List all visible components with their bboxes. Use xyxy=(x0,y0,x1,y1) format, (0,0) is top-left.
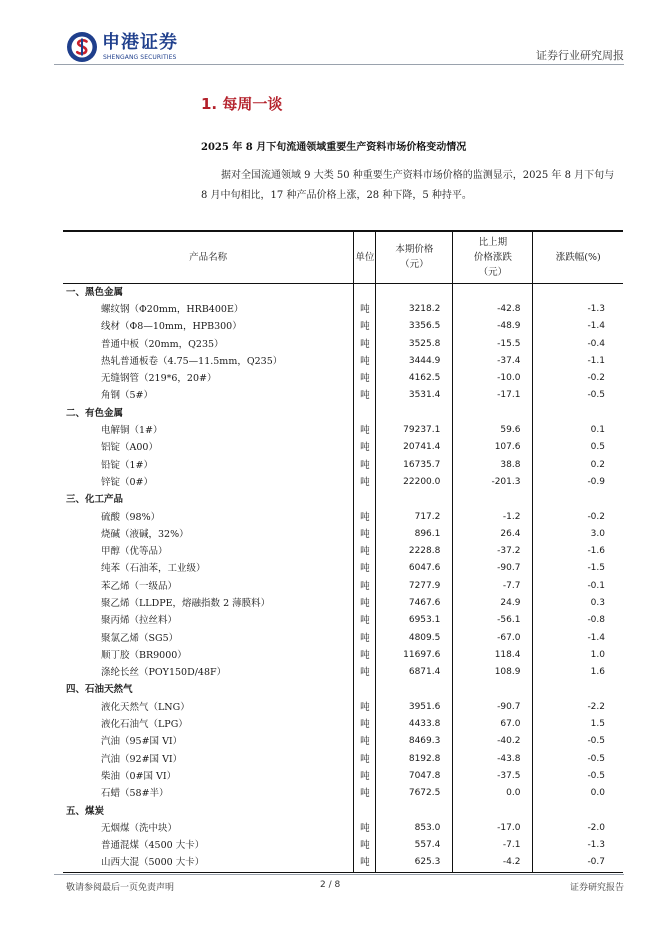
price-cell: 79237.1 xyxy=(376,422,453,439)
header-change-pct: 涨跌幅(%) xyxy=(533,231,623,283)
price-cell: 3531.4 xyxy=(376,387,453,404)
unit-cell: 吨 xyxy=(354,422,376,439)
header-price-change-l1: 比上期 xyxy=(478,236,508,248)
unit-cell: 吨 xyxy=(354,629,376,646)
change-cell: -201.3 xyxy=(453,474,533,491)
unit-cell: 吨 xyxy=(354,854,376,872)
unit-cell: 吨 xyxy=(354,820,376,837)
pct-cell: -0.5 xyxy=(533,751,623,768)
price-cell: 7672.5 xyxy=(376,785,453,802)
price-cell: 3525.8 xyxy=(376,335,453,352)
product-name: 涤纶长丝（POY150D/48F） xyxy=(101,667,227,679)
product-name: 柴油（0#国 VI） xyxy=(101,770,177,782)
pct-cell: -1.3 xyxy=(533,301,623,318)
product-name: 螺纹钢（Φ20mm，HRB400E） xyxy=(101,303,244,315)
pct-cell: -0.4 xyxy=(533,335,623,352)
empty-cell xyxy=(533,681,623,698)
pct-cell: -1.4 xyxy=(533,629,623,646)
pct-cell: -0.2 xyxy=(533,370,623,387)
price-cell: 7467.6 xyxy=(376,595,453,612)
price-cell: 8192.8 xyxy=(376,751,453,768)
change-cell: -42.8 xyxy=(453,301,533,318)
header-current-price-l1: 本期价格 xyxy=(395,244,434,256)
unit-cell: 吨 xyxy=(354,768,376,785)
pct-cell: -0.5 xyxy=(533,733,623,750)
unit-cell: 吨 xyxy=(354,699,376,716)
change-cell: -37.2 xyxy=(453,543,533,560)
category-name: 一、黑色金属 xyxy=(66,286,124,298)
pct-cell: -1.6 xyxy=(533,543,623,560)
change-cell: -10.0 xyxy=(453,370,533,387)
footer-report-label: 证券研究报告 xyxy=(569,883,624,893)
price-cell: 22200.0 xyxy=(376,474,453,491)
price-cell: 3951.6 xyxy=(376,699,453,716)
empty-cell xyxy=(376,405,453,422)
change-cell: -17.1 xyxy=(453,387,533,404)
price-cell: 853.0 xyxy=(376,820,453,837)
change-cell: -37.5 xyxy=(453,768,533,785)
pct-cell: -1.4 xyxy=(533,318,623,335)
unit-cell: 吨 xyxy=(354,526,376,543)
empty-cell xyxy=(533,283,623,301)
pct-cell: -0.2 xyxy=(533,508,623,525)
table-row xyxy=(63,612,623,629)
unit-cell: 吨 xyxy=(354,508,376,525)
pct-cell: 1.6 xyxy=(533,664,623,681)
table-row xyxy=(63,387,623,404)
change-cell: -90.7 xyxy=(453,699,533,716)
unit-cell: 吨 xyxy=(354,647,376,664)
price-table-header xyxy=(63,231,623,283)
table-row xyxy=(63,439,623,456)
price-cell: 20741.4 xyxy=(376,439,453,456)
pct-cell: -1.3 xyxy=(533,837,623,854)
unit-cell: 吨 xyxy=(354,837,376,854)
table-row xyxy=(63,474,623,491)
category-row xyxy=(63,802,623,819)
header-price-change xyxy=(453,231,533,283)
unit-cell: 吨 xyxy=(354,387,376,404)
table-row xyxy=(63,595,623,612)
empty-cell xyxy=(453,802,533,819)
price-cell: 3218.2 xyxy=(376,301,453,318)
report-type: 证券行业研究周报 xyxy=(536,49,624,62)
price-cell: 6047.6 xyxy=(376,560,453,577)
price-table xyxy=(63,230,623,873)
category-name: 五、煤炭 xyxy=(66,805,105,817)
table-row xyxy=(63,456,623,473)
change-cell: -56.1 xyxy=(453,612,533,629)
table-row xyxy=(63,751,623,768)
header-divider xyxy=(54,64,624,65)
product-name: 聚氯乙烯（SG5） xyxy=(101,632,179,644)
product-name: 汽油（92#国 VI） xyxy=(101,753,183,765)
change-cell: 107.6 xyxy=(453,439,533,456)
change-cell: -1.2 xyxy=(453,508,533,525)
price-cell: 896.1 xyxy=(376,526,453,543)
pct-cell: 1.0 xyxy=(533,647,623,664)
table-caption: 2025 年 8 月下旬流通领域重要生产资料市场价格变动情况 xyxy=(201,142,467,153)
price-cell: 3356.5 xyxy=(376,318,453,335)
unit-cell: 吨 xyxy=(354,456,376,473)
unit-cell: 吨 xyxy=(354,370,376,387)
empty-cell xyxy=(376,283,453,301)
category-row xyxy=(63,405,623,422)
change-cell: -48.9 xyxy=(453,318,533,335)
unit-cell: 吨 xyxy=(354,439,376,456)
change-cell: 38.8 xyxy=(453,456,533,473)
change-cell: -7.1 xyxy=(453,837,533,854)
shengang-logo-icon xyxy=(66,31,98,63)
unit-cell: 吨 xyxy=(354,664,376,681)
table-row xyxy=(63,854,623,872)
empty-cell xyxy=(533,405,623,422)
product-name: 线材（Φ8—10mm，HPB300） xyxy=(101,321,242,333)
product-name: 聚乙烯（LLDPE，熔融指数 2 薄膜料） xyxy=(101,597,271,609)
price-cell: 3444.9 xyxy=(376,353,453,370)
empty-cell xyxy=(376,491,453,508)
unit-cell: 吨 xyxy=(354,318,376,335)
pct-cell: -1.1 xyxy=(533,353,623,370)
header-unit: 单位 xyxy=(354,231,376,283)
product-name: 甲醇（优等品） xyxy=(101,546,168,558)
empty-cell xyxy=(354,283,376,301)
change-cell: -15.5 xyxy=(453,335,533,352)
footer-disclaimer: 敬请参阅最后一页免责声明 xyxy=(66,883,175,893)
product-name: 汽油（95#国 VI） xyxy=(101,736,183,748)
change-cell: -37.4 xyxy=(453,353,533,370)
pct-cell: 0.0 xyxy=(533,785,623,802)
price-cell: 2228.8 xyxy=(376,543,453,560)
product-name: 苯乙烯（一级品） xyxy=(101,580,178,592)
change-cell: -90.7 xyxy=(453,560,533,577)
change-cell: 26.4 xyxy=(453,526,533,543)
change-cell: 59.6 xyxy=(453,422,533,439)
unit-cell: 吨 xyxy=(354,595,376,612)
page-header xyxy=(0,0,662,66)
empty-cell xyxy=(533,491,623,508)
category-name: 三、化工产品 xyxy=(66,494,124,506)
table-row xyxy=(63,508,623,525)
table-row xyxy=(63,543,623,560)
category-row xyxy=(63,681,623,698)
pct-cell: -0.5 xyxy=(533,768,623,785)
product-name: 锌锭（0#） xyxy=(101,476,154,488)
empty-cell xyxy=(453,491,533,508)
pct-cell: 0.3 xyxy=(533,595,623,612)
empty-cell xyxy=(453,283,533,301)
product-name: 石蜡（58#半） xyxy=(101,788,169,800)
product-name: 顺丁胶（BR9000） xyxy=(101,649,187,661)
unit-cell: 吨 xyxy=(354,578,376,595)
unit-cell: 吨 xyxy=(354,301,376,318)
change-cell: 24.9 xyxy=(453,595,533,612)
product-name: 无缝钢管（219*6，20#） xyxy=(101,373,217,385)
unit-cell: 吨 xyxy=(354,353,376,370)
product-name: 热轧普通板卷（4.75—11.5mm，Q235） xyxy=(101,355,283,367)
price-cell: 8469.3 xyxy=(376,733,453,750)
table-row xyxy=(63,422,623,439)
empty-cell xyxy=(376,802,453,819)
unit-cell: 吨 xyxy=(354,751,376,768)
product-name: 铝锭（A00） xyxy=(101,442,158,454)
price-table-body xyxy=(63,283,623,872)
empty-cell xyxy=(376,681,453,698)
table-row xyxy=(63,647,623,664)
table-row xyxy=(63,820,623,837)
product-name: 液化石油气（LPG） xyxy=(101,719,188,731)
product-name: 烧碱（液碱，32%） xyxy=(101,528,189,540)
unit-cell: 吨 xyxy=(354,335,376,352)
product-name: 普通混煤（4500 大卡） xyxy=(101,840,205,852)
brand-name-cn: 申港证券 xyxy=(102,32,178,53)
table-row xyxy=(63,629,623,646)
change-cell: -17.0 xyxy=(453,820,533,837)
price-cell: 6953.1 xyxy=(376,612,453,629)
change-cell: 118.4 xyxy=(453,647,533,664)
empty-cell xyxy=(354,405,376,422)
pct-cell: -0.9 xyxy=(533,474,623,491)
brand-logo xyxy=(66,31,186,65)
change-cell: -40.2 xyxy=(453,733,533,750)
table-row xyxy=(63,785,623,802)
empty-cell xyxy=(533,802,623,819)
price-cell: 6871.4 xyxy=(376,664,453,681)
price-cell: 11697.6 xyxy=(376,647,453,664)
pct-cell: 0.2 xyxy=(533,456,623,473)
price-cell: 4162.5 xyxy=(376,370,453,387)
product-name: 普通中板（20mm，Q235） xyxy=(101,338,224,350)
pct-cell: -0.1 xyxy=(533,578,623,595)
unit-cell: 吨 xyxy=(354,543,376,560)
empty-cell xyxy=(354,802,376,819)
category-name: 四、石油天然气 xyxy=(66,684,133,696)
table-row xyxy=(63,370,623,387)
unit-cell: 吨 xyxy=(354,474,376,491)
pct-cell: 0.1 xyxy=(533,422,623,439)
change-cell: -4.2 xyxy=(453,854,533,872)
pct-cell: -0.7 xyxy=(533,854,623,872)
change-cell: -7.7 xyxy=(453,578,533,595)
category-row xyxy=(63,283,623,301)
header-current-price xyxy=(376,231,453,283)
table-row xyxy=(63,837,623,854)
unit-cell: 吨 xyxy=(354,716,376,733)
change-cell: 0.0 xyxy=(453,785,533,802)
table-row xyxy=(63,716,623,733)
empty-cell xyxy=(354,491,376,508)
pct-cell: -2.0 xyxy=(533,820,623,837)
pct-cell: 3.0 xyxy=(533,526,623,543)
section-title: 1. 每周一谈 xyxy=(201,95,283,113)
price-cell: 16735.7 xyxy=(376,456,453,473)
unit-cell: 吨 xyxy=(354,560,376,577)
header-price-change-l2: 价格涨跌 xyxy=(473,251,512,263)
table-row xyxy=(63,699,623,716)
pct-cell: 0.5 xyxy=(533,439,623,456)
price-cell: 625.3 xyxy=(376,854,453,872)
table-row xyxy=(63,578,623,595)
pct-cell: -0.8 xyxy=(533,612,623,629)
price-cell: 7277.9 xyxy=(376,578,453,595)
table-row xyxy=(63,560,623,577)
category-row xyxy=(63,491,623,508)
table-row xyxy=(63,733,623,750)
brand-name-en: SHENGANG SECURITIES xyxy=(103,54,177,61)
product-name: 硫酸（98%） xyxy=(101,511,161,523)
pct-cell: 1.5 xyxy=(533,716,623,733)
product-name: 无烟煤（洗中块） xyxy=(101,822,178,834)
price-cell: 7047.8 xyxy=(376,768,453,785)
table-row xyxy=(63,768,623,785)
table-row xyxy=(63,664,623,681)
intro-paragraph: 据对全国流通领域 9 大类 50 种重要生产资料市场价格的监测显示，2025 年 8 月下旬与 8 月中旬相比，17 种产品价格上涨，28 种下降，5 种持平。 xyxy=(201,170,615,201)
price-cell: 4809.5 xyxy=(376,629,453,646)
footer-divider xyxy=(54,874,624,875)
pct-cell: -0.5 xyxy=(533,387,623,404)
product-name: 液化天然气（LNG） xyxy=(101,701,190,713)
pct-cell: -2.2 xyxy=(533,699,623,716)
product-name: 铅锭（1#） xyxy=(101,459,154,471)
product-name: 聚丙烯（拉丝料） xyxy=(101,615,178,627)
change-cell: -43.8 xyxy=(453,751,533,768)
unit-cell: 吨 xyxy=(354,733,376,750)
header-product-name: 产品名称 xyxy=(63,231,354,283)
empty-cell xyxy=(453,681,533,698)
header-price-change-l3: （元） xyxy=(478,266,508,278)
change-cell: -67.0 xyxy=(453,629,533,646)
table-row xyxy=(63,318,623,335)
change-cell: 67.0 xyxy=(453,716,533,733)
price-cell: 557.4 xyxy=(376,837,453,854)
empty-cell xyxy=(354,681,376,698)
product-name: 纯苯（石油苯，工业级） xyxy=(101,563,206,575)
empty-cell xyxy=(453,405,533,422)
unit-cell: 吨 xyxy=(354,612,376,629)
category-name: 二、有色金属 xyxy=(66,407,124,419)
unit-cell: 吨 xyxy=(354,785,376,802)
table-row xyxy=(63,301,623,318)
page-number: 2 / 8 xyxy=(320,880,341,890)
table-row xyxy=(63,526,623,543)
table-row xyxy=(63,335,623,352)
price-cell: 717.2 xyxy=(376,508,453,525)
table-row xyxy=(63,353,623,370)
header-current-price-l2: （元） xyxy=(400,259,429,271)
price-cell: 4433.8 xyxy=(376,716,453,733)
product-name: 角钢（5#） xyxy=(101,390,154,402)
product-name: 电解铜（1#） xyxy=(101,425,163,437)
change-cell: 108.9 xyxy=(453,664,533,681)
product-name: 山西大混（5000 大卡） xyxy=(63,854,354,872)
pct-cell: -1.5 xyxy=(533,560,623,577)
